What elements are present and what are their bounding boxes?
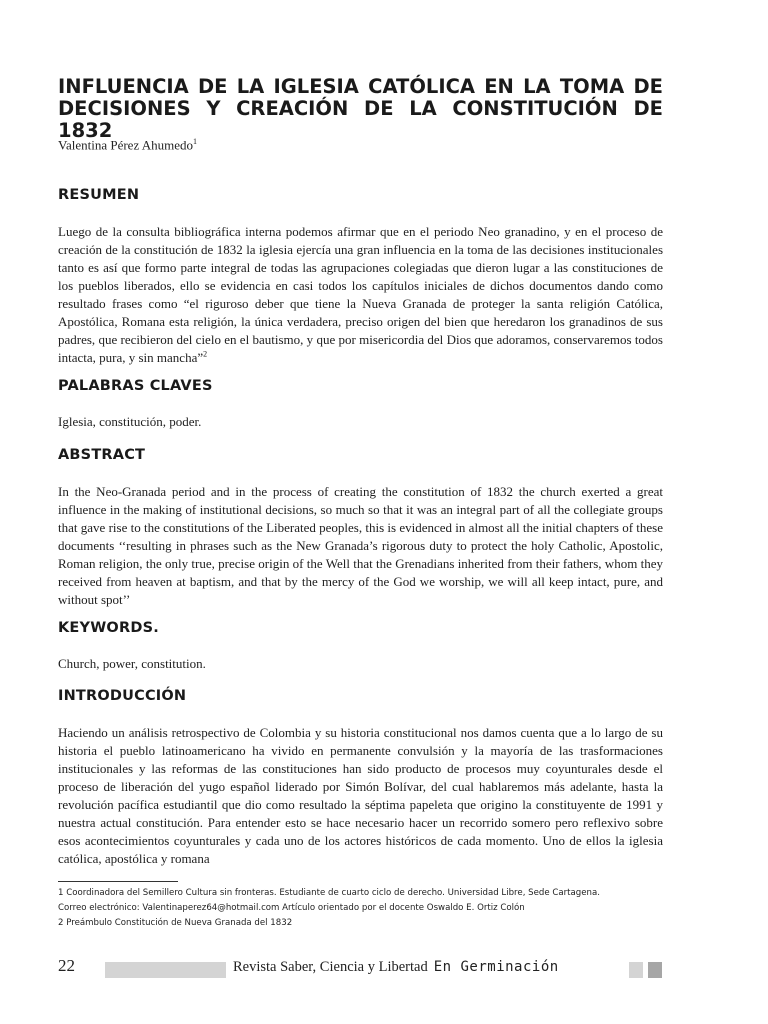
footnote-ref[interactable]: 1 bbox=[193, 137, 198, 146]
section-heading-abstract: ABSTRACT bbox=[58, 447, 146, 463]
section-heading-palabras-claves: PALABRAS CLAVES bbox=[58, 378, 213, 394]
footer-decorative-square bbox=[648, 962, 662, 978]
footnote-divider bbox=[58, 881, 178, 882]
page-number: 22 bbox=[58, 956, 75, 975]
introduccion-text: Haciendo un análisis retrospectivo de Colombia y su historia constitucional nos damos cuenta que a lo largo de su historia el pueblo latinoamericano ha vivido en permanente convulsión y la mayoría de las trasformaciones institucionales y las reformas de las constituciones han sido producto de procesos muy coyunturales desde el proceso de liberación del yugo español liderado por Simón Bolívar, del cual hablaremos más adelante, hasta la revolución pacífica estudiantil que dio como resultado la séptima papeleta que origino la constituyente de 1991 y nuestra actual constitución. Para entender esto se hace necesario hacer un recorrido somero pero reflexivo sobre esos acontecimientos coyunturales y cada uno de los actores históricos de cada momento. Uno de ellos la iglesia católica, apostólica y romana bbox=[58, 725, 663, 866]
section-heading-resumen: RESUMEN bbox=[58, 187, 140, 203]
keywords-text: Church, power, constitution. bbox=[58, 656, 206, 671]
author-line bbox=[58, 137, 197, 153]
section-heading-introduccion: INTRODUCCIÓN bbox=[58, 688, 187, 704]
author-name: Valentina Pérez Ahumedo bbox=[58, 137, 194, 153]
journal-title: Revista Saber, Ciencia y Libertad bbox=[233, 959, 428, 975]
palabras-claves-text: Iglesia, constitución, poder. bbox=[58, 414, 202, 429]
footnote-1-contact: Correo electrónico: Valentinaperez64@hotmail.com Artículo orientado por el docente Oswaldo E. Ortiz Colón bbox=[58, 903, 525, 913]
footnotes bbox=[58, 886, 668, 931]
abstract-text: In the Neo-Granada period and in the process of creating the constitution of 1832 the church exerted a great influence in the making of institutional decisions, so much so that it was an integral part of all the collegiate groups that gave rise to the constitutions of the Liberated peoples, this is evidenced in almost all the initial chapters of these documents ‘‘resulting in phrases such as the New Granada’s rigorous duty to protect the holy Catholic, Apostolic, Roman religion, the only true, precise origin of the Well that the Grenadians inherited from their fathers, whom they received from heaven at baptism, and that by the mercy of the God we worship, we will all keep intact, pure, and without spot’’ bbox=[58, 484, 663, 607]
journal-name bbox=[233, 959, 559, 976]
article-title: INFLUENCIA DE LA IGLESIA CATÓLICA EN LA TOMA DE DECISIONES Y CREACIÓN DE LA CONSTITUCIÓN DE 1832 bbox=[58, 75, 663, 142]
journal-series: En Germinación bbox=[433, 959, 559, 975]
footer-decorative-square bbox=[629, 962, 643, 978]
resumen-text bbox=[58, 223, 663, 367]
page-footer bbox=[58, 956, 768, 982]
footnote-2: 2 Preámbulo Constitución de Nueva Granada del 1832 bbox=[58, 918, 293, 928]
section-heading-keywords: KEYWORDS. bbox=[58, 620, 159, 636]
resumen-body: Luego de la consulta bibliográfica interna podemos afirmar que en el periodo Neo granadino, y en el proceso de creación de la constitución de 1832 la iglesia ejercía una gran influencia en la toma de las decisiones institucionales tanto es así que formo parte integral de todas las agrupaciones colegiadas que dieron lugar a las constituciones de los pueblos liberados, ello se evidencia en casi todos los capítulos iniciales de dichos documentos dando como resultado frases como “el riguroso deber que tiene la Nueva Granada de proteger la santa religión Católica, Apostólica, Romana esta religión, la única verdadera, preciso origen del bien que heredaron los granadinos de sus padres, que recibieron del cielo en el bautismo, y que por misericordia del Dios que adoramos, conservaremos todos intacta, pura, y sin mancha” bbox=[58, 224, 663, 365]
footnote-ref[interactable]: 2 bbox=[203, 349, 208, 359]
footer-decorative-bar bbox=[105, 962, 226, 978]
footnote-1: 1 Coordinadora del Semillero Cultura sin fronteras. Estudiante de cuarto ciclo de derecho. Universidad Libre, Sede Cartagena. bbox=[58, 888, 600, 898]
